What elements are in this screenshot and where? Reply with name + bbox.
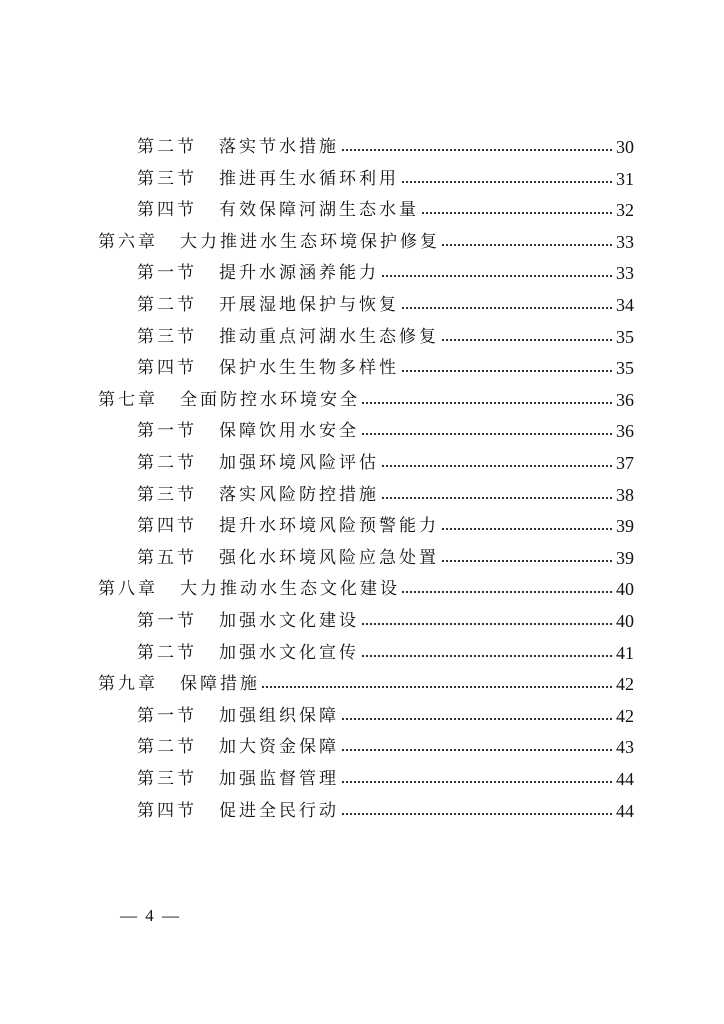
toc-section-entry bbox=[0, 764, 724, 794]
section-title: 保障饮用水安全 bbox=[219, 421, 359, 442]
section-title: 加强水文化建设 bbox=[219, 611, 359, 631]
toc-chapter-entry bbox=[0, 227, 724, 257]
section-number: 第四节 bbox=[137, 800, 197, 821]
section-number: 第四节 bbox=[137, 358, 197, 379]
section-number: 第二节 bbox=[137, 642, 197, 663]
page-ref: 33 bbox=[614, 258, 634, 288]
chapter-number: 第八章 bbox=[98, 579, 158, 600]
page-ref: 44 bbox=[614, 764, 634, 794]
toc-chapter-entry bbox=[0, 385, 724, 415]
chapter-title: 保障措施 bbox=[180, 674, 260, 695]
section-title: 保护水生生物多样性 bbox=[219, 358, 399, 379]
toc-entry-label bbox=[137, 732, 341, 762]
section-title: 落实节水措施 bbox=[219, 137, 339, 157]
section-number: 第一节 bbox=[137, 611, 197, 631]
section-title: 有效保障河湖生态水量 bbox=[219, 200, 419, 221]
section-title: 强化水环境风险应急处置 bbox=[219, 547, 439, 568]
toc-section-entry bbox=[0, 543, 724, 573]
toc-entry-label bbox=[98, 574, 402, 604]
section-title: 加大资金保障 bbox=[219, 737, 339, 758]
section-number: 第三节 bbox=[137, 484, 197, 505]
toc-entry-label bbox=[137, 448, 381, 478]
toc-entry-label bbox=[137, 701, 341, 731]
page-ref: 35 bbox=[614, 322, 634, 352]
section-number: 第三节 bbox=[137, 326, 197, 347]
toc-section-entry bbox=[0, 195, 724, 225]
page-number-footer: — 4 — bbox=[120, 906, 181, 925]
chapter-number: 第六章 bbox=[98, 231, 158, 252]
section-title: 加强环境风险评估 bbox=[219, 453, 379, 473]
toc-entry-label bbox=[137, 606, 361, 636]
section-number: 第二节 bbox=[137, 137, 197, 157]
chapter-title: 全面防控水环境安全 bbox=[180, 389, 360, 410]
toc-chapter-entry bbox=[0, 574, 724, 604]
page-ref: 40 bbox=[614, 606, 634, 636]
toc-entry-label bbox=[137, 195, 421, 225]
page-ref: 32 bbox=[614, 195, 634, 225]
section-title: 推动重点河湖水生态修复 bbox=[219, 326, 439, 347]
section-number: 第一节 bbox=[137, 705, 197, 726]
page-ref: 40 bbox=[614, 574, 634, 604]
toc-entry-label bbox=[98, 385, 362, 415]
section-number: 第二节 bbox=[137, 737, 197, 758]
toc-section-entry bbox=[0, 480, 724, 510]
toc-entry-label bbox=[98, 669, 262, 699]
section-number: 第三节 bbox=[137, 769, 197, 789]
page-ref: 42 bbox=[614, 669, 634, 699]
page-ref: 43 bbox=[614, 732, 634, 762]
toc-section-entry bbox=[0, 796, 724, 826]
section-number: 第四节 bbox=[137, 516, 197, 537]
toc-entry-label bbox=[98, 227, 442, 257]
toc-section-entry bbox=[0, 511, 724, 541]
toc-section-entry bbox=[0, 322, 724, 352]
toc-chapter-entry bbox=[0, 669, 724, 699]
page-ref: 39 bbox=[614, 543, 634, 573]
page-ref: 35 bbox=[614, 353, 634, 383]
section-title: 加强监督管理 bbox=[219, 769, 339, 789]
section-number: 第三节 bbox=[137, 168, 197, 189]
chapter-title: 大力推进水生态环境保护修复 bbox=[180, 231, 440, 252]
toc-section-entry bbox=[0, 448, 724, 478]
toc-entry-label bbox=[137, 480, 381, 510]
section-number: 第五节 bbox=[137, 547, 197, 568]
toc-section-entry bbox=[0, 416, 724, 446]
toc-entry-label bbox=[137, 511, 441, 541]
toc-entry-label bbox=[137, 416, 361, 446]
toc-entry-label bbox=[137, 290, 401, 320]
page-ref: 39 bbox=[614, 511, 634, 541]
page-ref: 37 bbox=[614, 448, 634, 478]
toc-section-entry bbox=[0, 290, 724, 320]
toc-section-entry bbox=[0, 164, 724, 194]
toc-entry-label bbox=[137, 796, 341, 826]
section-number: 第二节 bbox=[137, 295, 197, 315]
page-ref: 34 bbox=[614, 290, 634, 320]
section-number: 第一节 bbox=[137, 263, 197, 284]
chapter-number: 第九章 bbox=[98, 674, 158, 695]
section-title: 加强组织保障 bbox=[219, 705, 339, 726]
section-title: 加强水文化宣传 bbox=[219, 642, 359, 663]
toc-section-entry bbox=[0, 353, 724, 383]
toc-entry-label bbox=[137, 543, 441, 573]
toc-entry-label bbox=[137, 132, 341, 162]
toc-entry-label bbox=[137, 322, 441, 352]
toc-section-entry bbox=[0, 258, 724, 288]
page-ref: 44 bbox=[614, 796, 634, 826]
page-ref: 30 bbox=[614, 132, 634, 162]
section-title: 开展湿地保护与恢复 bbox=[219, 295, 399, 315]
section-title: 提升水源涵养能力 bbox=[219, 263, 379, 284]
toc-entry-label bbox=[137, 638, 361, 668]
page-ref: 36 bbox=[614, 385, 634, 415]
section-title: 提升水环境风险预警能力 bbox=[219, 516, 439, 537]
page-ref: 42 bbox=[614, 701, 634, 731]
page-ref: 33 bbox=[614, 227, 634, 257]
toc-entry-label bbox=[137, 764, 341, 794]
section-number: 第二节 bbox=[137, 453, 197, 473]
chapter-number: 第七章 bbox=[98, 389, 158, 410]
page-ref: 31 bbox=[614, 164, 634, 194]
toc-entry-label bbox=[137, 258, 381, 288]
page-ref: 41 bbox=[614, 638, 634, 668]
section-number: 第一节 bbox=[137, 421, 197, 442]
toc-section-entry bbox=[0, 132, 724, 162]
toc-entry-label bbox=[137, 353, 401, 383]
toc-section-entry bbox=[0, 701, 724, 731]
section-title: 促进全民行动 bbox=[219, 800, 339, 821]
toc-section-entry bbox=[0, 606, 724, 636]
section-title: 落实风险防控措施 bbox=[219, 484, 379, 505]
section-title: 推进再生水循环利用 bbox=[219, 168, 399, 189]
toc-section-entry bbox=[0, 638, 724, 668]
page-ref: 38 bbox=[614, 480, 634, 510]
page-ref: 36 bbox=[614, 416, 634, 446]
toc-section-entry bbox=[0, 732, 724, 762]
toc-entry-label bbox=[137, 164, 401, 194]
section-number: 第四节 bbox=[137, 200, 197, 221]
chapter-title: 大力推动水生态文化建设 bbox=[180, 579, 400, 600]
